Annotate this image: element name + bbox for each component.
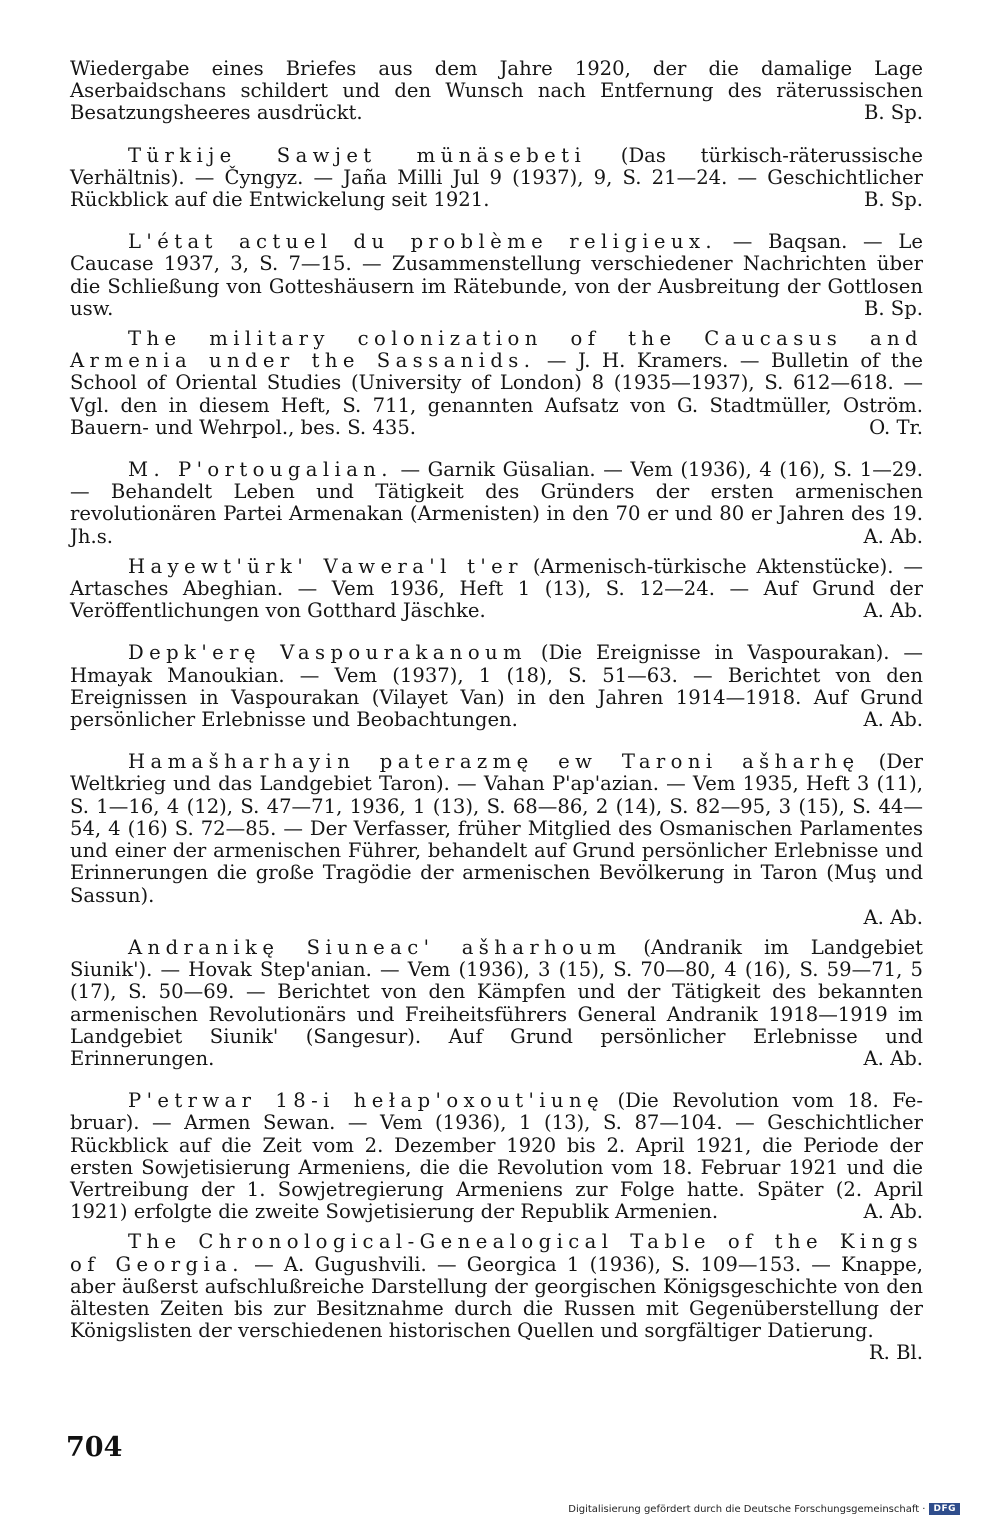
entry-text: — Garnik Güsalian. — Vem (1936), 4 (16), S. 1—29. — Behandelt Leben und Tätigkeit des Gründers der ersten armenischen revolutionären Partei Armenakan (Armenisten) in den 70 er und 80 er Jahren des 19. Jh.s. (70, 458, 923, 548)
entry-signature: A. Ab. (863, 905, 923, 929)
entry-text: — A. Gugushvili. — Georgica 1 (1936), S. 109—153. — Knappe, aber äußerst aufschlußreiche Darstellung der georgischen Königsgeschichte von den ältesten Zeiten bis zur Besitznahme durch die Russen mit Gegenüberstellung der Königslisten der verschiedenen historischen Quellen und sorgfältiger Datierung. (70, 1252, 923, 1343)
bibliography-entry (70, 328, 923, 439)
entry-text: — J. H. Kramers. — Bulletin of the School of Oriental Studies (University of London) 8 (1935—1937), S. 612—618. — Vgl. den in diesem Heft, S. 711, genannten Aufsatz von G. Stadtmüller, Oström. Bauern- und Wehrpol., bes. S. 435. (70, 349, 923, 439)
entry-signature: A. Ab. (863, 524, 923, 548)
document-page (70, 58, 923, 1365)
entry-title: Depk'erę Vaspourakanoum (128, 641, 528, 665)
entry-text: Wiedergabe eines Briefes aus dem Jahre 1920, der die damalige Lage Aserbaidschans schildert und den Wunsch nach Entfernung des räterussischen Besatzungsheeres ausdrückt. (70, 57, 923, 125)
entry-title: The military colonization of the Caucasus and Armenia under the Sassanids. (70, 327, 923, 373)
bibliography-entry (70, 58, 923, 125)
entry-signature: R. Bl. (868, 1341, 923, 1365)
entry-title: Hayewt'ürk' Vawera'l t'er (128, 554, 523, 578)
page-number: 704 (66, 1432, 123, 1463)
entry-text: (Armenisch-türkische Aktenstücke). — Artasches Abeghian. — Vem 1936, Heft 1 (13), S. 12—24. — Auf Grund der Veröffentlichungen von Gotthard Jäschke. (70, 554, 923, 623)
dfg-logo-icon: DFG (929, 1503, 960, 1515)
entry-signature: B. Sp. (863, 296, 923, 320)
entry-text: (Die Ereignisse in Vaspourakan). — Hmayak Manoukian. — Vem (1937), 1 (18), S. 51—63. — Berichtet von den Ereignissen in Vaspourakan (Vilayet Van) in den Jahren 1914—1918. Auf Grund persönlicher Erlebnisse und Beobachtungen. (70, 641, 923, 732)
entry-text: (Die Revolution vom 18. Februar). — Armen Sewan. — Vem (1936), 1 (13), S. 87—104. — Geschichtlicher Rückblick auf die Zeit vom 2. Dezember 1920 bis 2. April 1921, die Periode der ersten Sowjetisierung Armeniens, die die Revolution vom 18. Februar 1921 und die Vertreibung der 1. Sowjetregierung Armeniens zur Folge hatte. Später (2. April 1921) erfolgte die zweite Sowjetisierung der Republik Armenien. (70, 1089, 923, 1224)
bibliography-entry (70, 1090, 923, 1223)
entry-text: (Der Weltkrieg und das Landgebiet Taron). — Vahan P'ap'azian. — Vem 1935, Heft 3 (11), S. 1—16, 4 (12), S. 47—71, 1936, 1 (13), S. 68—86, 2 (14), S. 82—95, 3 (15), S. 44—54, 4 (16) S. 72—85. — Der Verfasser, früher Mitglied des Osmanischen Parlamentes und einer der armenischen Führer, behandelt auf Grund persönlicher Erlebnisse und Erinnerungen die große Tragödie der armenischen Bevölkerung in Taron (Muş und Sassun). (70, 750, 924, 907)
bibliography-entry (70, 231, 923, 320)
entry-title: The Chronological-Genealogical Table of the Kings of Georgia. (70, 1230, 923, 1276)
bibliography-entry (70, 459, 923, 548)
bibliography-entry (70, 751, 923, 929)
entry-signature: B. Sp. (863, 101, 923, 125)
digitization-footer (568, 1503, 960, 1515)
bibliography-entry (70, 556, 923, 623)
entry-signature: A. Ab. (863, 708, 923, 732)
entry-signature: A. Ab. (863, 599, 923, 623)
footer-text: Digitalisierung gefördert durch die Deutsche Forschungsgemeinschaft · (568, 1503, 926, 1515)
entry-title: Türkije Sawjet münäsebeti (128, 143, 587, 167)
bibliography-entry (70, 642, 923, 731)
bibliography-entry (70, 937, 923, 1070)
entry-signature: A. Ab. (863, 1046, 923, 1070)
entry-signature: O. Tr. (869, 415, 923, 439)
entry-signature: B. Sp. (863, 188, 923, 212)
entry-text: (Das türkisch-räterussische Verhältnis). — Čyngyz. — Jaña Milli Jul 9 (1937), 9, S. 21—24. — Geschichtlicher Rückblick auf die Entwickelung seit 1921. (70, 143, 923, 212)
entry-title: Andranikę Siuneac' ašharhoum (128, 935, 622, 959)
bibliography-entry (70, 1230, 923, 1365)
entry-title: P'etrwar 18-i hełap'oxout'iunę (128, 1089, 604, 1113)
entry-title: L'état actuel du problème religieux. (128, 230, 718, 254)
entry-title: Hamašharhayin paterazmę ew Taroni ašharhę (128, 750, 860, 774)
entry-text: — Baqsan. — Le Caucase 1937, 3, S. 7—15. — Zusammenstellung verschiedener Nachrichten über die Schließung von Gotteshäusern im Rätebunde, von der Ausbreitung der Gottlosen usw. (70, 230, 923, 320)
entry-text: (Andranik im Landgebiet Siunik'). — Hovak Step'anian. — Vem (1936), 3 (15), S. 70—80, 4 (16), S. 59—71, 5 (17), S. 50—69. — Berichtet von den Kämpfen und der Tätigkeit des bekannten armenischen Revolutionärs und Freiheitsführers General Andranik 1918—1919 im Landgebiet Siunik' (Sangesur). Auf Grund persönlicher Erlebnisse und Erinnerungen. (70, 935, 923, 1070)
entry-signature: A. Ab. (863, 1200, 923, 1224)
entry-title: M. P'ortougalian. (128, 458, 393, 482)
bibliography-entry (70, 145, 923, 212)
